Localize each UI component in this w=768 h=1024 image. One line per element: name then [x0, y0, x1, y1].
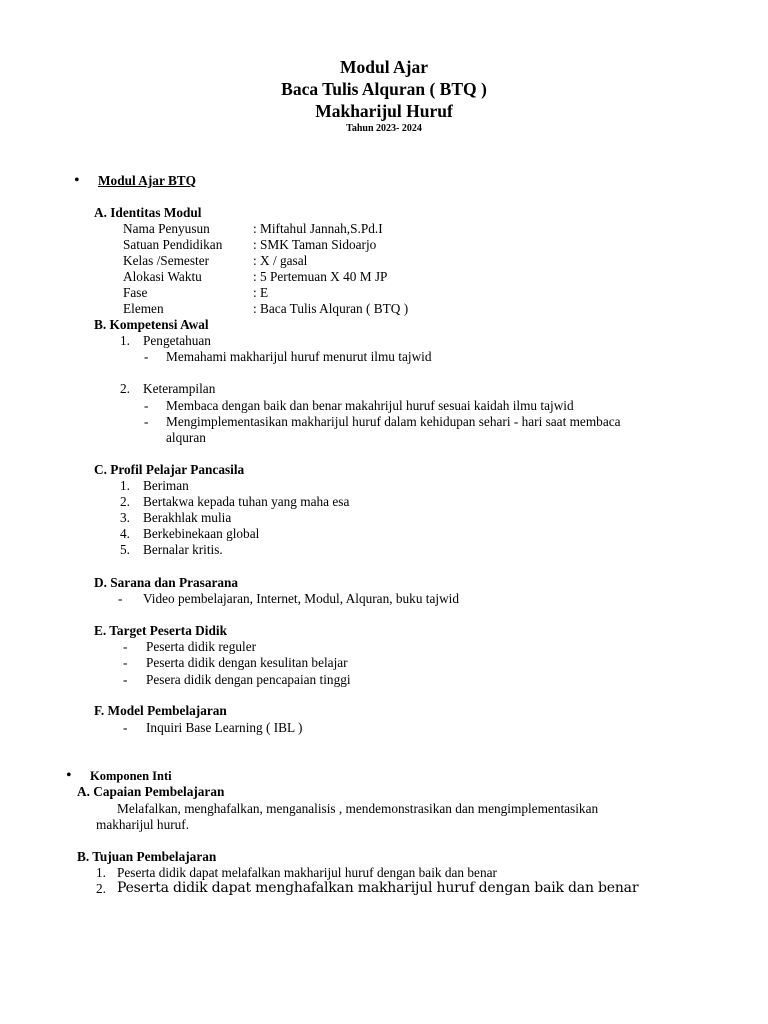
dash-marker: -: [144, 398, 149, 413]
list-item: Mengimplementasikan makharijul huruf dalam kehidupan sehari - hari saat membaca: [166, 414, 621, 429]
identitas-value: : SMK Taman Sidoarjo: [253, 237, 377, 252]
bullet-icon: •: [74, 172, 80, 189]
kompetensi-keterampilan: Keterampilan: [143, 381, 216, 396]
document-title: Modul Ajar: [340, 57, 428, 77]
sarana-heading: D. Sarana dan Prasarana: [94, 575, 239, 590]
list-item-continued: alquran: [166, 430, 206, 445]
list-number: 3.: [120, 510, 130, 525]
tujuan-heading: B. Tujuan Pembelajaran: [77, 849, 217, 864]
dash-marker: -: [144, 349, 149, 364]
capaian-text: Melafalkan, menghafalkan, menganalisis , mendemonstrasikan dan mengimplementasikan: [117, 801, 599, 816]
document-subtitle: Baca Tulis Alquran ( BTQ ): [281, 79, 487, 99]
komponen-heading: Komponen Inti: [90, 769, 172, 783]
list-item: Bertakwa kepada tuhan yang maha esa: [143, 494, 350, 509]
list-item: Inquiri Base Learning ( IBL ): [146, 720, 303, 735]
identitas-label: Nama Penyusun: [123, 221, 210, 236]
dash-marker: -: [144, 414, 149, 429]
list-number: 2.: [120, 381, 130, 396]
list-number: 1.: [120, 333, 130, 348]
kompetensi-pengetahuan: Pengetahuan: [143, 333, 211, 348]
document-topic: Makharijul Huruf: [315, 101, 453, 121]
list-item: Memahami makharijul huruf menurut ilmu tajwid: [166, 349, 432, 364]
dash-marker: -: [118, 591, 123, 606]
dash-marker: -: [123, 720, 128, 735]
section-modul-ajar-heading: Modul Ajar BTQ: [98, 173, 197, 188]
capaian-heading: A. Capaian Pembelajaran: [77, 784, 225, 799]
list-item: Peserta didik reguler: [146, 639, 257, 654]
list-item: Membaca dengan baik dan benar makahrijul huruf sesuai kaidah ilmu tajwid: [166, 398, 574, 413]
identitas-label: Fase: [123, 285, 148, 300]
dash-marker: -: [123, 639, 128, 654]
list-item: Peserta didik dapat menghafalkan makharijul huruf dengan baik dan benar: [117, 880, 639, 896]
list-number: 4.: [120, 526, 130, 541]
identitas-value: : E: [253, 285, 269, 300]
identitas-label: Elemen: [123, 301, 164, 316]
bullet-icon: •: [66, 767, 72, 784]
capaian-text-continued: makharijul huruf.: [96, 817, 190, 832]
identitas-label: Kelas /Semester: [123, 253, 210, 268]
list-item: Berkebinekaan global: [143, 526, 260, 541]
target-heading: E. Target Peserta Didik: [94, 623, 227, 638]
list-number: 2.: [120, 494, 130, 509]
dash-marker: -: [123, 655, 128, 670]
list-item: Video pembelajaran, Internet, Modul, Alquran, buku tajwid: [143, 591, 460, 606]
kompetensi-heading: B. Kompetensi Awal: [94, 317, 209, 332]
identitas-value: : 5 Pertemuan X 40 M JP: [253, 269, 388, 284]
list-number: 2.: [96, 881, 106, 896]
document-year: Tahun 2023- 2024: [346, 123, 422, 134]
list-item: Beriman: [143, 478, 189, 493]
identitas-label: Alokasi Waktu: [123, 269, 202, 284]
identitas-value: : Baca Tulis Alquran ( BTQ ): [253, 301, 409, 316]
identitas-value: : X / gasal: [253, 253, 308, 268]
identitas-label: Satuan Pendidikan: [123, 237, 223, 252]
list-item: Peserta didik dengan kesulitan belajar: [146, 655, 348, 670]
list-number: 1.: [96, 865, 106, 880]
list-number: 1.: [120, 478, 130, 493]
list-item: Bernalar kritis.: [143, 542, 223, 557]
list-item: Pesera didik dengan pencapaian tinggi: [146, 672, 351, 687]
identitas-value: : Miftahul Jannah,S.Pd.I: [253, 221, 383, 236]
list-item: Berakhlak mulia: [143, 510, 232, 525]
list-number: 5.: [120, 542, 130, 557]
identitas-heading: A. Identitas Modul: [94, 205, 202, 220]
dash-marker: -: [123, 672, 128, 687]
list-item: Peserta didik dapat melafalkan makharijul huruf dengan baik dan benar: [117, 865, 497, 880]
profil-heading: C. Profil Pelajar Pancasila: [94, 462, 245, 477]
model-heading: F. Model Pembelajaran: [94, 703, 227, 718]
